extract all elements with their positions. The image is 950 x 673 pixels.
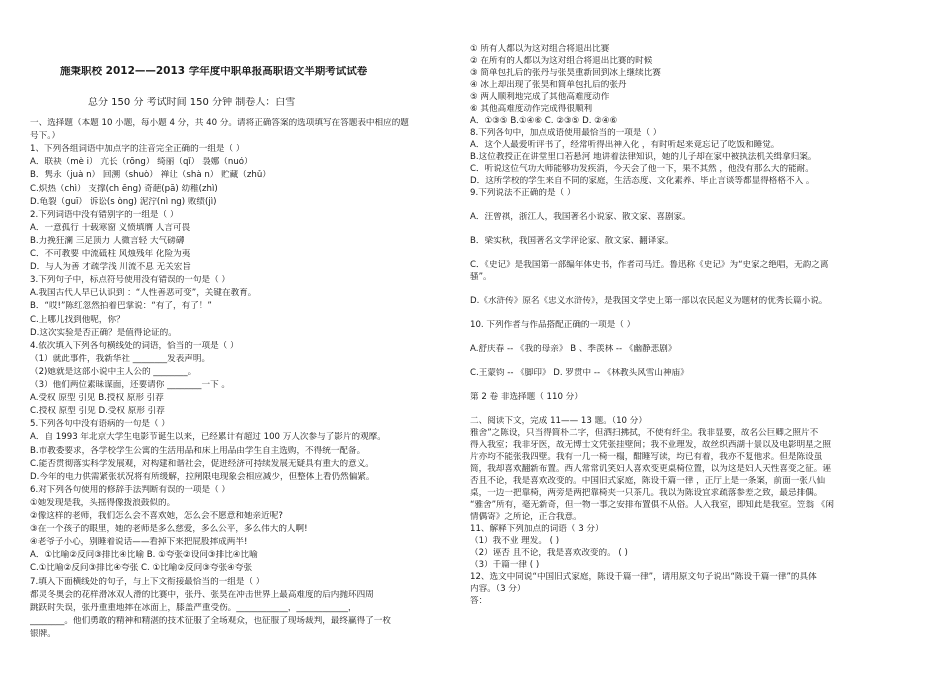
exam-line: C．不可教要 中流砥柱 风烛残年 化险为夷 [30,249,191,259]
exam-line: ④ 冰上却出现了张昊和简单包扎后的张丹 [470,80,627,90]
exam-line: D．这所学校的学生来自不同的家庭，生活态度、文化素养、毕止言谈等都显得格格不入 。 [470,176,815,186]
exam-line: C.①比喻②反问③排比④夸张 C. ①比喻②反问③夸张④夸张 [30,563,253,574]
exam-line: 12、选文中同说“中国旧式家庭，陈设千篇一律”，请用原文句子说出“陈设千篇一律”的具体 [470,572,817,582]
exam-line: 雅舍”之陈设，只当得简朴二字，但洒扫拂拭，不使有纤尘。我非显要，故名公巨卿之照片不 [470,428,819,438]
exam-line: D．与人为善 才疏学浅 川流不息 无关宏旨 [30,262,191,273]
exam-line: 5.下列各句中没有语病的一句是（ ） [30,419,170,430]
exam-line: D.《水浒传》原名《忠义水浒传》，是我国文学史上第一部以农民起义为题材的优秀长篇小说。 [470,296,828,306]
exam-title: 施秉职校 2012——2013 学年度中职单报高职语文半期考试试卷 [60,66,368,77]
exam-line: 银牌。 [30,628,56,639]
exam-line: 1、下列各组词语中加点字的注音完全正确的一组是（ ） [30,144,245,155]
exam-line: B．隽永（juà n） 回溯（shuò） 禅让（shà n） 贮藏（zhǔ） [30,170,271,181]
exam-line: 情偶寄》之所论，正合我意。 [470,512,582,522]
exam-line: B.力挽狂澜 三足顶力 人微言轻 大气磅礴 [30,235,185,246]
exam-line: A．这个人最爱听评书了，经常听得出神入化 ，有时听起来竟忘记了吃饭和睡觉。 [470,140,780,150]
exam-line: 2.下列词语中没有错别字的一组是（ ） [30,209,179,220]
exam-line: 9.下列说法不正确的是（ ） [470,188,576,198]
exam-line: 二、阅读下文，完成 11—— 13 题。（10 分） [470,416,647,426]
exam-line: 3.下列句子中，标点符号使用没有错误的一句是（ ） [30,275,230,286]
exam-line: ⑥ 其他高难度动作完成得很顺利 [470,104,593,114]
exam-line: A.舒庆春 -- 《我的母亲》 B 、季羡林 -- 《幽静悲剧》 [470,344,677,354]
exam-line: 10. 下列作者与作品搭配正确的一项是（ ） [470,320,636,330]
exam-line: A．汪曾祺，浙江人，我国著名小说家、散文家、喜剧家。 [470,212,691,222]
exam-line: C.上哪儿找到他呢，你？ [30,314,125,325]
exam-line: 跳跃时失误，张丹重重地摔在冰面上，膝盖严重受伤。____________，____________， [30,602,357,613]
exam-line: D.这次实验是否正确？是值得论证的。 [30,327,177,338]
exam-line: A．一意孤行 十载寒窗 义愤填膺 人言可畏 [30,222,191,233]
exam-line: ①她发现是我，头摇得像拨浪鼓似的。 [30,497,176,508]
exam-line: 第 2 卷 非选择题（ 110 分） [470,392,583,402]
exam-line: 7.填入下面横线处的句子，与上下文衔接最恰当的一组是（ ） [30,576,265,587]
left-column [30,0,450,673]
exam-meta: 总分 150 分 考试时间 150 分钟 制卷人：白雪 [88,97,296,108]
exam-line: C．听说这位气功大师能够功发疾消，今天会了他一下，果不其然 ，他没有那么大的能耐。 [470,164,814,174]
exam-line: C．《史记》是我国第一部编年体史书，作者司马迁。鲁迅称《史记》为“史家之绝唱，无韵之离 [470,260,829,270]
exam-line: A.我国古代人早已认识到 ：“人性善恶可变”，关键在教育。 [30,288,257,299]
exam-line: 都灵冬奥会的花样滑冰双人滑的比赛中，张丹、张昊在冲击世界上最高难度的后内抛环四周 [30,589,374,600]
exam-line: 8.下列各句中，加点成语使用最恰当的一项是（ ） [470,128,662,138]
exam-line: （1）就此事件，我新华社 ________发表声明。 [30,353,211,364]
exam-line: B.市教委要求，各学校学生公寓的生活用品和床上用品由学生自主选购，不得统一配备。 [30,445,366,456]
exam-line: C.授权 原型 引见 D.受权 原形 引荐 [30,406,165,417]
exam-line: D.今年的电力供需紧张状况将有所缓解，拉闸限电现象会相应减少，但整体上看仍然偏紧。 [30,471,375,482]
exam-line: C.王蒙钧 -- 《脚印》 D. 罗贯中 -- 《林教头风雪山神庙》 [470,368,689,378]
exam-line: “雅舍”所有，毫无新奇，但一物一事之安排布置俱不从俗。人入我室，即知此是我室。笠翁 《闲 [470,500,834,510]
exam-line: 答： [470,596,488,606]
exam-line: A．自 1993 年北京大学生电影节诞生以来，已经累计有超过 100 万人次参与了影片的观摩。 [30,432,386,443]
exam-line: ③ 简单包扎后的张丹与张昊重新回到冰上继续比赛 [470,68,661,78]
exam-line: ________。他们勇敢的精神和精湛的技术征服了全场观众，也征服了现场裁判，最终赢得了一枚 [30,615,391,626]
exam-line: ② 在所有的人都以为这对组合将退出比赛的时候 [470,56,653,66]
exam-line: 11、解释下列加点的词语（ 3 分） [470,524,604,534]
exam-line: 简，我却喜欢翻新布置。西人常常讥笑妇人喜欢变更桌椅位置，以为这是妇人天性喜变之征。诬 [470,464,831,474]
exam-line: 号下。） [30,131,61,142]
exam-line: （2）诬否 且不论，我是喜欢改变的。 ( ) [470,548,628,558]
exam-line: 一、选择题（本题 10 小题，每小题 4 分，共 40 分。请将正确答案的选项填写在答题表中相应的题 [30,118,409,128]
right-column [470,0,910,673]
exam-line: 内容。（3 分） [470,584,526,594]
exam-line: ④老爷子小心，别睡着说话——看掉下来把屁股摔成两半! [30,537,248,548]
exam-line: （3）千篇一律 ( ) [470,560,540,570]
exam-line: ① 所有人都以为这对组合将退出比赛 [470,44,610,54]
exam-line: 否且不论，我是喜欢改变的。中国旧式家庭，陈设千篇一律 ，正厅上是一条案，前面一张八仙 [470,476,826,486]
exam-line: （1）我不业 理发。 ( ) [470,536,560,546]
exam-line: A．①比喻②反问③排比④比喻 B. ①夸张②设问③排比④比喻 [30,550,258,561]
exam-line: （3）他们两位素昧谋面，还要请你 ________一下 。 [30,380,230,390]
exam-line: 桌，一边一把靠椅，两旁是两把靠椅夹一只茶几。我以为陈设宜求疏落参差之致，最忌排偶。 [470,488,823,498]
exam-line: ⑤ 两人顺利地完成了其他高难度动作 [470,92,610,102]
exam-line: D.龟裂（guī） 诉讼(s òng) 泥泞(nì ng) 败绩(jì) [30,196,217,207]
exam-line: 6.对下列各句使用的修辞手法判断有误的一项是（ ） [30,484,230,495]
exam-line: C.能否贯彻落实科学发展观，对构建和谐社会，促进经济可持续发展无疑具有重大的意义。 [30,458,374,469]
exam-line: ②像这样的老师，我们怎么会不喜欢她，怎么会不愿意和她亲近呢? [30,511,283,521]
exam-line: A．联袂（mè i） 亢长（rōng） 绮丽（qǐ） 袅娜（nuó） [30,157,253,168]
exam-line: C.炽热（chì） 支撑(ch ēng) 奇葩(pā) 幼稚(zhì) [30,183,218,194]
exam-line: （2)她就是这部小说中主人公的 ________。 [30,366,197,377]
exam-line: ③在一个孩子的眼里，她的老师是多么慈爱，多么公平，多么伟大的人啊! [30,524,308,535]
exam-line: 骚”。 [470,272,492,282]
exam-line: A．①③⑤ B.①④⑥ C. ②③⑤ D. ②④⑥ [470,116,618,126]
exam-line: B．梁实秋，我国著名文学评论家、散文家、翻译家。 [470,236,674,246]
exam-line: 得入我室；我非牙医，故无博士文凭张挂壁间；我不业理发，故丝织西湖十景以及电影明星之照 [470,440,831,450]
exam-line: A.受权 原型 引见 B.授权 原形 引荐 [30,393,164,404]
exam-line: 4.依次填入下列各句横线处的词语，恰当的一项是（ ） [30,340,239,351]
exam-line: B.这位教授正在讲堂里口若悬河 地讲着法律知识，她的儿子却在家中被执法机关缉拿归案。 [470,152,817,162]
exam-line: 片亦均不能张我四壁。我有一几一椅一榻，酣睡写读，均已有着，我亦不复他求。但是陈设虽 [470,452,823,462]
exam-line: B．“哎!”陈红忽然拍着巴掌说：“有了，有了！” [30,301,212,312]
